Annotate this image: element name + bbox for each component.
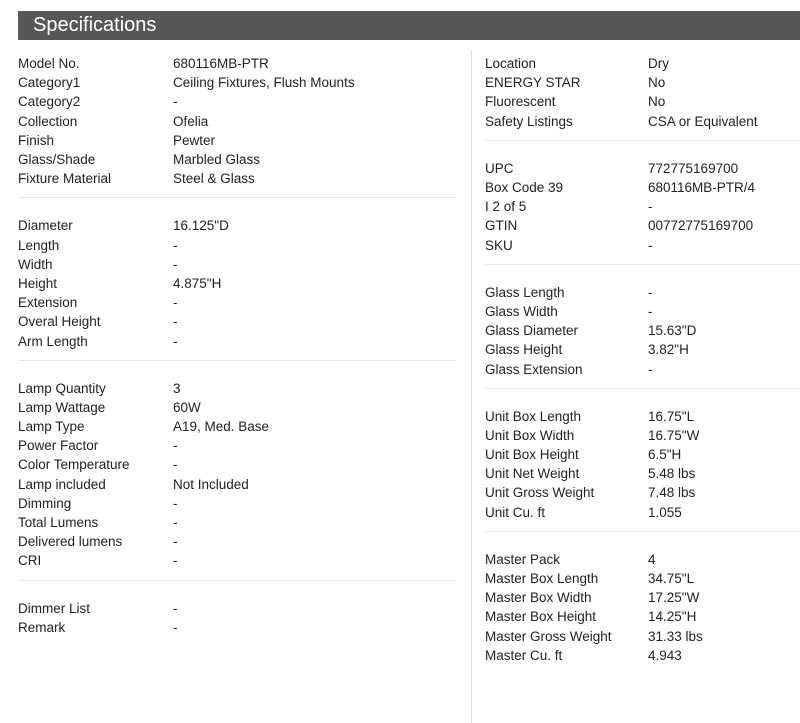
spec-value: - [173,256,178,272]
spec-label: Length [18,237,60,253]
spec-row [485,54,800,73]
spec-value: 1.055 [648,504,682,520]
spec-value: - [648,361,653,377]
spec-row [485,607,800,626]
spec-value: Pewter [173,132,216,148]
spec-label: Safety Listings [485,113,573,129]
spec-value: - [648,284,653,300]
spec-row [18,455,456,474]
group-separator [485,388,800,389]
spec-value: - [173,553,178,569]
spec-label: Power Factor [18,438,99,454]
spec-value: 31.33 lbs [648,628,703,644]
spec-row [18,169,456,188]
spec-row [485,112,800,131]
spec-row [485,627,800,646]
spec-group [485,550,800,665]
spec-row [485,588,800,607]
spec-value: A19, Med. Base [173,419,270,435]
spec-label: Diameter [18,218,73,234]
spec-row [18,150,456,169]
spec-label: Unit Box Height [485,447,579,463]
spec-row [18,274,456,293]
spec-label: Width [18,256,53,272]
spec-value: CSA or Equivalent [648,113,758,129]
spec-row [18,236,456,255]
spec-row [485,359,800,378]
spec-value: - [173,314,178,330]
spec-value: 6.5"H [648,447,682,463]
spec-label: UPC [485,160,514,176]
spec-value: - [173,457,178,473]
spec-row [18,331,456,350]
spec-value: 16.125"D [173,218,229,234]
spec-value: Ofelia [173,113,209,129]
spec-label: Delivered lumens [18,534,123,550]
spec-value: - [173,295,178,311]
section-title: Specifications [33,14,157,36]
column-divider [471,50,472,723]
spec-value: 680116MB-PTR/4 [648,180,756,196]
spec-label: Glass Extension [485,361,583,377]
spec-row [18,255,456,274]
spec-row [18,312,456,331]
spec-row [18,618,456,637]
spec-row [18,216,456,235]
spec-value: - [173,333,178,349]
spec-label: Unit Box Length [485,408,582,424]
spec-label: ENERGY STAR [485,75,581,91]
spec-row [485,550,800,569]
spec-label: Fixture Material [18,171,112,187]
spec-group [18,379,456,571]
spec-group [18,599,456,637]
spec-value: 680116MB-PTR [173,56,269,72]
spec-group [18,216,456,350]
spec-row [485,445,800,464]
spec-label: Glass Length [485,284,565,300]
spec-label: Finish [18,132,55,148]
spec-row [485,426,800,445]
spec-column-left [18,54,456,637]
spec-value: Marbled Glass [173,152,261,168]
spec-row [18,551,456,570]
spec-label: Fluorescent [485,94,556,110]
spec-label: GTIN [485,218,518,234]
spec-row [485,216,800,235]
group-separator [485,531,800,532]
spec-group [485,159,800,255]
spec-row [18,436,456,455]
spec-value: - [173,438,178,454]
spec-label: Location [485,56,537,72]
spec-row [485,321,800,340]
spec-row [18,417,456,436]
spec-row [485,178,800,197]
spec-row [485,569,800,588]
spec-label: Master Box Width [485,590,592,606]
spec-row [485,236,800,255]
spec-value: 5.48 lbs [648,466,696,482]
spec-value: 7.48 lbs [648,485,696,501]
spec-value: - [173,619,178,635]
spec-label: Extension [18,295,78,311]
spec-row [18,54,456,73]
spec-row [18,92,456,111]
spec-group [485,407,800,522]
spec-group [18,54,456,188]
spec-value: - [173,515,178,531]
spec-row [485,340,800,359]
spec-column-right [485,54,800,665]
spec-row [485,407,800,426]
spec-value: - [648,303,653,319]
spec-row [18,73,456,92]
spec-label: Unit Cu. ft [485,504,546,520]
spec-value: - [648,199,653,215]
group-separator [18,197,456,198]
spec-label: Collection [18,113,78,129]
section-header [18,11,800,40]
group-separator [18,360,456,361]
spec-label: Total Lumens [18,515,99,531]
spec-row [485,159,800,178]
spec-row [485,283,800,302]
spec-row [485,92,800,111]
spec-row [485,73,800,92]
spec-label: Remark [18,619,66,635]
spec-label: Arm Length [18,333,88,349]
spec-row [485,197,800,216]
spec-label: Model No. [18,56,80,72]
spec-value: - [173,495,178,511]
spec-value: Ceiling Fixtures, Flush Mounts [173,75,355,91]
spec-label: Glass Height [485,342,563,358]
spec-value: - [173,94,178,110]
spec-label: CRI [18,553,42,569]
spec-label: Dimming [18,495,72,511]
spec-value: No [648,75,666,91]
spec-row [18,293,456,312]
group-separator [485,140,800,141]
spec-row [485,302,800,321]
spec-value: 16.75"L [648,408,695,424]
spec-label: SKU [485,237,513,253]
spec-row [18,494,456,513]
spec-label: Category1 [18,75,81,91]
spec-label: Lamp Quantity [18,380,106,396]
spec-value: 772775169700 [648,160,739,176]
spec-value: - [173,534,178,550]
spec-label: Unit Gross Weight [485,485,595,501]
spec-label: I 2 of 5 [485,199,527,215]
spec-label: Dimmer List [18,600,91,616]
spec-value: - [173,237,178,253]
spec-value: 16.75"W [648,427,700,443]
spec-label: Glass Width [485,303,558,319]
spec-value: Dry [648,56,669,72]
spec-label: Overal Height [18,314,101,330]
spec-label: Lamp Type [18,419,85,435]
spec-group [485,54,800,131]
spec-value: 4.875"H [173,275,222,291]
spec-row [18,599,456,618]
spec-label: Unit Box Width [485,427,575,443]
spec-row [485,483,800,502]
spec-value: Not Included [173,476,249,492]
spec-value: Steel & Glass [173,171,255,187]
spec-value: 3.82"H [648,342,689,358]
spec-label: Unit Net Weight [485,466,580,482]
spec-value: - [173,600,178,616]
spec-row [18,131,456,150]
spec-value: 4.943 [648,647,682,663]
spec-label: Master Gross Weight [485,628,612,644]
spec-value: No [648,94,666,110]
group-separator [18,580,456,581]
spec-row [18,112,456,131]
spec-row [485,464,800,483]
spec-label: Category2 [18,94,81,110]
spec-label: Color Temperature [18,457,130,473]
spec-value: 15.63"D [648,323,697,339]
spec-label: Lamp included [18,476,106,492]
spec-label: Master Box Length [485,571,599,587]
spec-value: 4 [648,551,656,567]
spec-value: 17.25"W [648,590,700,606]
spec-label: Master Cu. ft [485,647,563,663]
spec-group [485,283,800,379]
group-separator [485,264,800,265]
spec-label: Lamp Wattage [18,399,106,415]
spec-value: 14.25"H [648,609,697,625]
spec-label: Glass/Shade [18,152,96,168]
spec-value: 34.75"L [648,571,695,587]
spec-row [18,475,456,494]
spec-row [18,513,456,532]
spec-value: 60W [173,399,201,415]
spec-label: Box Code 39 [485,180,564,196]
spec-row [485,503,800,522]
spec-value: - [648,237,653,253]
spec-value: 3 [173,380,181,396]
spec-row [18,532,456,551]
spec-row [18,379,456,398]
spec-label: Glass Diameter [485,323,579,339]
spec-label: Master Pack [485,551,561,567]
spec-label: Height [18,275,58,291]
spec-label: Master Box Height [485,609,597,625]
spec-row [485,646,800,665]
spec-row [18,398,456,417]
spec-value: 00772775169700 [648,218,754,234]
